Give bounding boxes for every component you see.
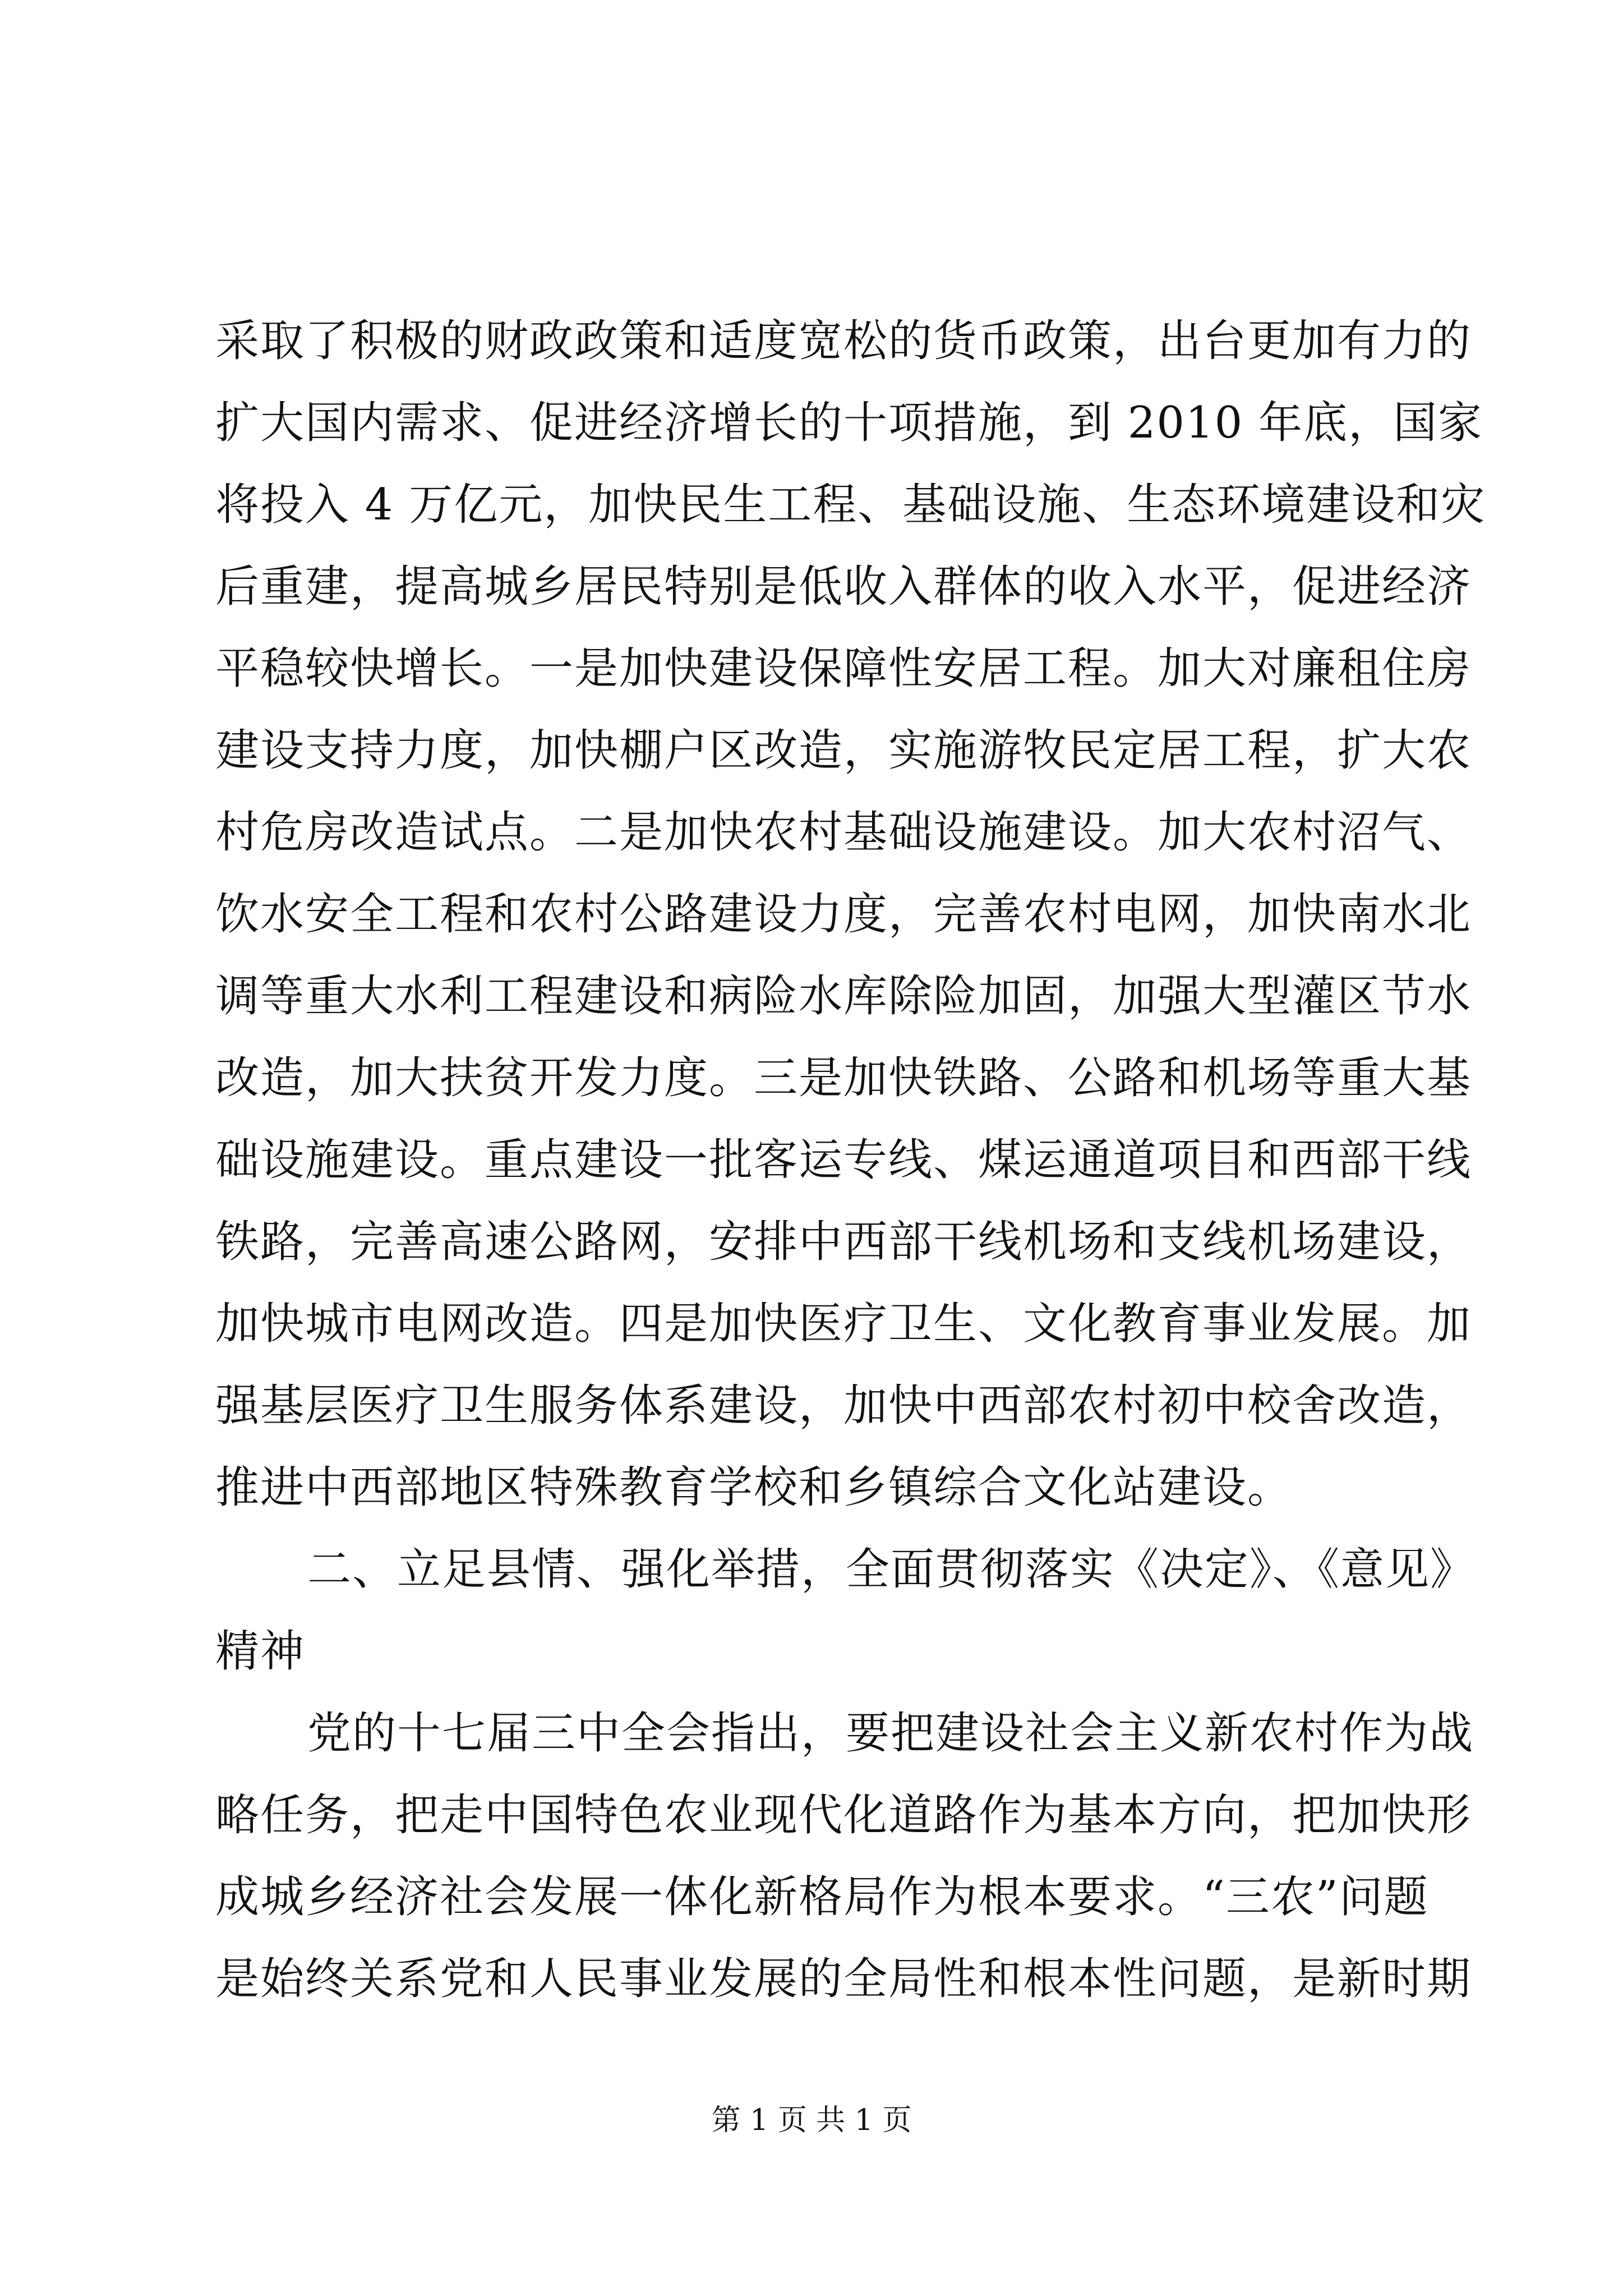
text-line: 加快城市电网改造。四是加快医疗卫生、文化教育事业发展。加 [215, 1299, 1472, 1349]
text-line: 建设支持力度，加快棚户区改造，实施游牧民定居工程，扩大农 [215, 725, 1472, 776]
text-line: 础设施建设。重点建设一批客运专线、煤运通道项目和西部干线 [215, 1135, 1472, 1185]
text-line: 将投入 4 万亿元，加快民生工程、基础设施、生态环境建设和灾 [215, 480, 1486, 530]
section-heading-continuation: 精神 [215, 1626, 306, 1677]
document-body [215, 300, 1486, 2020]
page-footer: 第 1 页 共 1 页 [711, 2104, 912, 2137]
text-line: 成城乡经济社会发展一体化新格局作为根本要求。“三农”问题 [215, 1872, 1429, 1922]
text-line: 略任务，把走中国特色农业现代化道路作为基本方向，把加快形 [215, 1790, 1472, 1841]
text-line: 调等重大水利工程建设和病险水库除险加固，加强大型灌区节水 [215, 971, 1472, 1022]
text-line: 铁路，完善高速公路网，安排中西部干线机场和支线机场建设， [215, 1217, 1472, 1267]
text-line: 平稳较快增长。一是加快建设保障性安居工程。加大对廉租住房 [215, 643, 1472, 694]
text-line: 是始终关系党和人民事业发展的全局性和根本性问题，是新时期 [215, 1954, 1472, 2004]
text-line: 扩大国内需求、促进经济增长的十项措施，到 2010 年底，国家 [215, 398, 1483, 448]
text-line: 强基层医疗卫生服务体系建设，加快中西部农村初中校舍改造， [215, 1381, 1472, 1431]
text-line: 村危房改造试点。二是加快农村基础设施建设。加大农村沼气、 [215, 807, 1472, 858]
text-line: 后重建，提高城乡居民特别是低收入群体的收入水平，促进经济 [215, 562, 1472, 612]
text-line: 饮水安全工程和农村公路建设力度，完善农村电网，加快南水北 [215, 889, 1472, 940]
text-line: 推进中西部地区特殊教育学校和乡镇综合文化站建设。 [215, 1462, 1293, 1513]
text-line: 采取了积极的财政政策和适度宽松的货币政策，出台更加有力的 [215, 316, 1472, 366]
text-line: 改造，加大扶贫开发力度。三是加快铁路、公路和机场等重大基 [215, 1053, 1472, 1103]
paragraph-start: 党的十七届三中全会指出，要把建设社会主义新农村作为战 [307, 1708, 1474, 1759]
section-heading: 二、立足县情、强化举措，全面贯彻落实《决定》、《意见》 [307, 1544, 1476, 1595]
